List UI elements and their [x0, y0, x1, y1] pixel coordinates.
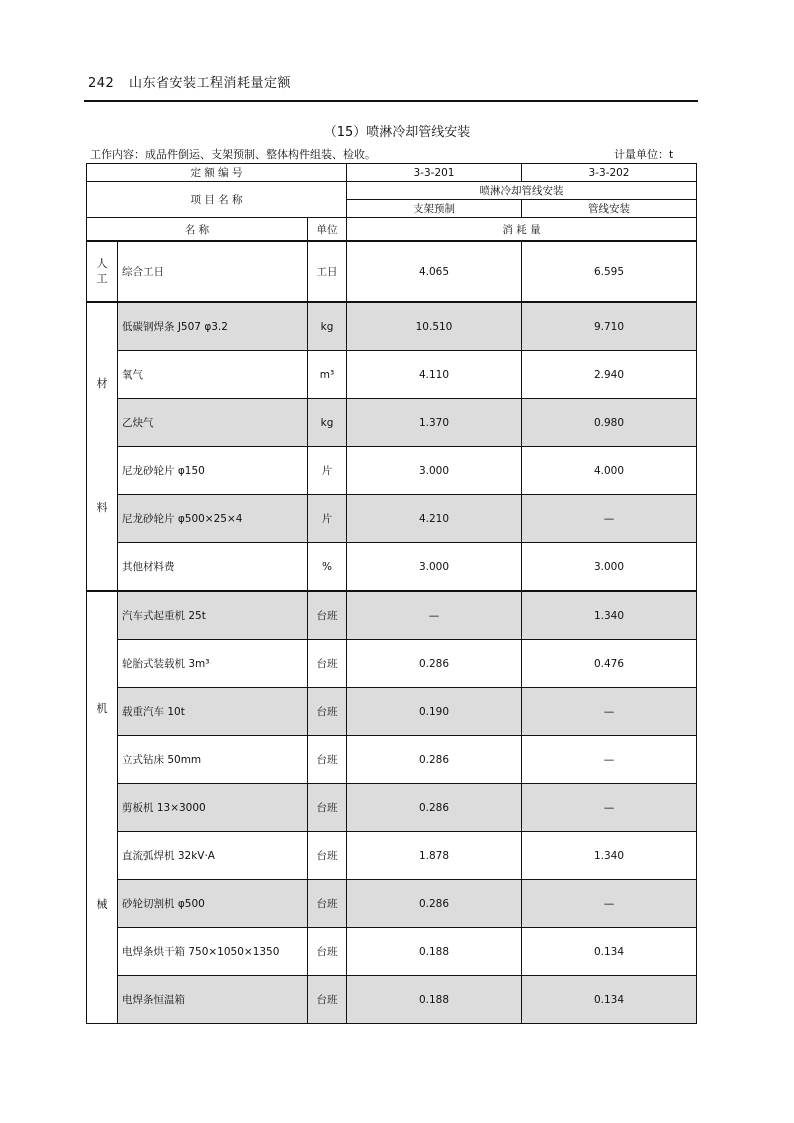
resource-name: 载重汽车 10t: [118, 688, 308, 736]
resource-name: 氧气: [118, 351, 308, 399]
table-row: [87, 784, 697, 832]
running-header: [88, 72, 291, 91]
resource-name: 立式钻床 50mm: [118, 736, 308, 784]
category-labor-text: 人工: [96, 257, 108, 285]
measure-unit: 计量单位：t: [614, 148, 674, 161]
resource-name: 尼龙砂轮片 φ150: [118, 447, 308, 495]
table-row: [87, 495, 697, 543]
quota-no-1: 3-3-201: [347, 164, 522, 182]
consumption-value-2: —: [522, 784, 697, 832]
consumption-value-2: 3.000: [522, 543, 697, 592]
consumption-value-2: 2.940: [522, 351, 697, 399]
resource-unit: m³: [308, 351, 347, 399]
resource-name: 综合工日: [118, 241, 308, 302]
consumption-value-2: 1.340: [522, 591, 697, 640]
table-row: [87, 302, 697, 351]
table-row: [87, 928, 697, 976]
resource-unit: 台班: [308, 880, 347, 928]
header-rule: [84, 100, 698, 102]
consumption-value-1: 0.188: [347, 928, 522, 976]
resource-name: 乙炔气: [118, 399, 308, 447]
consumption-value-2: 6.595: [522, 241, 697, 302]
resource-unit: 台班: [308, 640, 347, 688]
resource-name: 尼龙砂轮片 φ500×25×4: [118, 495, 308, 543]
consumption-value-2: 0.980: [522, 399, 697, 447]
consumption-value-1: 0.286: [347, 880, 522, 928]
consumption-value-2: —: [522, 688, 697, 736]
sub-item-1: 支架预制: [347, 200, 522, 218]
resource-unit: 台班: [308, 591, 347, 640]
resource-unit: 片: [308, 447, 347, 495]
section-title: （15）喷淋冷却管线安装: [323, 125, 471, 140]
page-number: 242: [88, 76, 115, 91]
resource-unit: 工日: [308, 241, 347, 302]
resource-name: 电焊条恒温箱: [118, 976, 308, 1024]
item-name-label: 项 目 名 称: [87, 182, 347, 218]
category-machine: [87, 591, 118, 1024]
col-name-header: 名 称: [87, 218, 308, 242]
consumption-value-1: 0.190: [347, 688, 522, 736]
consumption-value-1: 3.000: [347, 447, 522, 495]
resource-name: 电焊条烘干箱 750×1050×1350: [118, 928, 308, 976]
resource-unit: 台班: [308, 736, 347, 784]
resource-name: 剪板机 13×3000: [118, 784, 308, 832]
table-row: [87, 640, 697, 688]
table-row: [87, 447, 697, 495]
table-row: [87, 591, 697, 640]
category-machine-char-2: 械: [96, 898, 108, 912]
table-row: [87, 880, 697, 928]
consumption-value-1: 0.188: [347, 976, 522, 1024]
table-row: [87, 832, 697, 880]
sub-item-2: 管线安装: [522, 200, 697, 218]
category-material-char-1: 材: [96, 377, 108, 391]
work-content: 工作内容：成品件倒运、支架预制、整体构件组装、检收。: [90, 148, 376, 161]
category-machine-char-1: 机: [96, 702, 108, 716]
resource-name: 低碳钢焊条 J507 φ3.2: [118, 302, 308, 351]
col-consumption-header: 消 耗 量: [347, 218, 697, 242]
col-unit-header: 单位: [308, 218, 347, 242]
consumption-value-2: 9.710: [522, 302, 697, 351]
book-title: 山东省安装工程消耗量定额: [128, 76, 291, 91]
resource-unit: kg: [308, 302, 347, 351]
quota-no-2: 3-3-202: [522, 164, 697, 182]
consumption-value-2: 0.476: [522, 640, 697, 688]
consumption-value-2: 4.000: [522, 447, 697, 495]
resource-unit: 台班: [308, 784, 347, 832]
consumption-value-1: 4.210: [347, 495, 522, 543]
consumption-value-2: —: [522, 880, 697, 928]
category-material-char-2: 料: [96, 501, 108, 515]
resource-unit: kg: [308, 399, 347, 447]
resource-name: 轮胎式装载机 3m³: [118, 640, 308, 688]
consumption-value-1: 4.110: [347, 351, 522, 399]
group-title: 喷淋冷却管线安装: [347, 182, 697, 200]
resource-unit: %: [308, 543, 347, 592]
consumption-value-1: —: [347, 591, 522, 640]
consumption-value-2: 1.340: [522, 832, 697, 880]
table-row: [87, 543, 697, 592]
consumption-value-1: 0.286: [347, 736, 522, 784]
resource-unit: 台班: [308, 832, 347, 880]
category-material: [87, 302, 118, 591]
resource-name: 砂轮切割机 φ500: [118, 880, 308, 928]
table-row: [87, 351, 697, 399]
consumption-value-1: 10.510: [347, 302, 522, 351]
table-row: [87, 241, 697, 302]
consumption-value-1: 1.878: [347, 832, 522, 880]
consumption-value-1: 4.065: [347, 241, 522, 302]
table-row: [87, 736, 697, 784]
consumption-value-2: —: [522, 736, 697, 784]
consumption-value-2: 0.134: [522, 928, 697, 976]
resource-name: 其他材料费: [118, 543, 308, 592]
quota-table: [86, 163, 697, 1024]
resource-unit: 台班: [308, 976, 347, 1024]
consumption-value-1: 0.286: [347, 640, 522, 688]
consumption-value-2: —: [522, 495, 697, 543]
consumption-value-1: 3.000: [347, 543, 522, 592]
table-row: [87, 399, 697, 447]
consumption-value-1: 0.286: [347, 784, 522, 832]
resource-unit: 台班: [308, 688, 347, 736]
resource-name: 直流弧焊机 32kV·A: [118, 832, 308, 880]
resource-unit: 片: [308, 495, 347, 543]
resource-unit: 台班: [308, 928, 347, 976]
table-row: [87, 976, 697, 1024]
resource-name: 汽车式起重机 25t: [118, 591, 308, 640]
category-labor: [87, 241, 118, 302]
table-row: [87, 688, 697, 736]
consumption-value-2: 0.134: [522, 976, 697, 1024]
consumption-value-1: 1.370: [347, 399, 522, 447]
quota-no-label: 定 额 编 号: [87, 164, 347, 182]
